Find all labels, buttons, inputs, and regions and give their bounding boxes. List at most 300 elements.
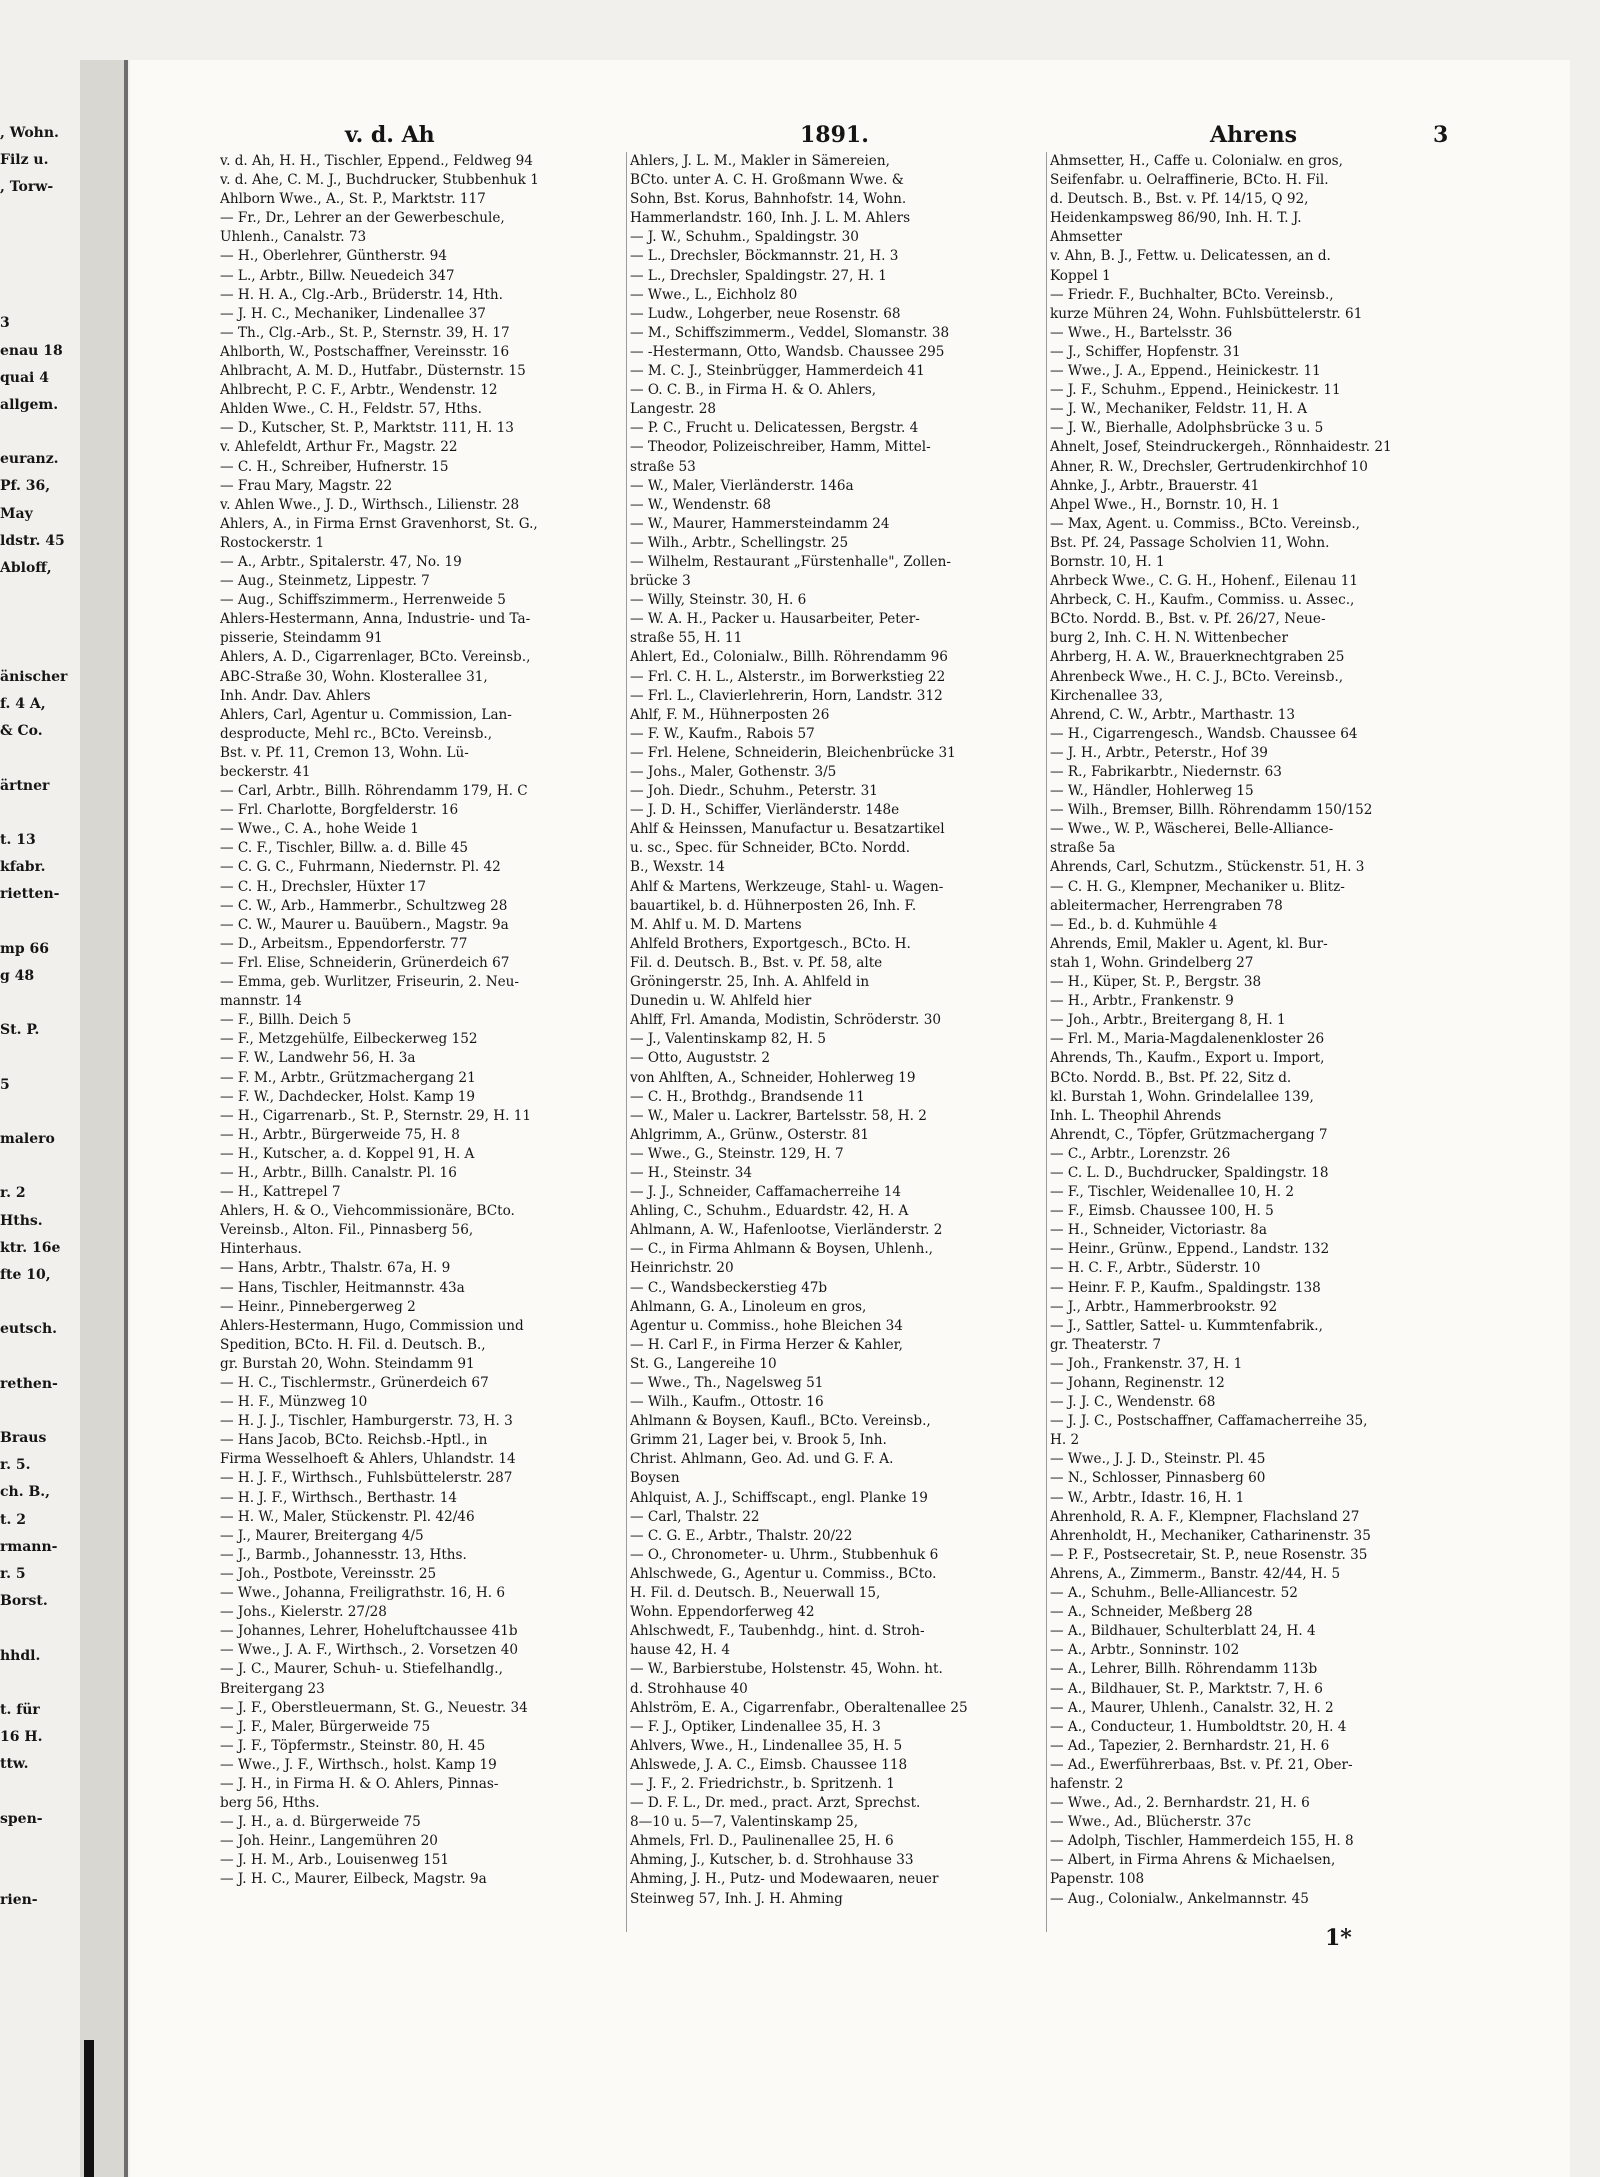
entry-line: — F., Billh. Deich 5	[220, 1012, 352, 1029]
entry-line: Christ. Ahlmann, Geo. Ad. und G. F. A.	[630, 1451, 894, 1468]
entry-line: — J. H., Arbtr., Peterstr., Hof 39	[1050, 744, 1268, 761]
fragment-line: , Wohn.	[0, 125, 59, 141]
fragment-line: quai 4	[0, 369, 49, 386]
entry-line: Ahrenhold, R. A. F., Klempner, Flachsland 27	[1050, 1508, 1360, 1525]
entry-line: Papenstr. 108	[1050, 1871, 1145, 1888]
entry-line: — Wwe., J. A. F., Wirthsch., 2. Vorsetzen 40	[220, 1642, 519, 1659]
entry-line: — J., Sattler, Sattel- u. Kummtenfabrik.,	[1050, 1317, 1323, 1334]
entry-line: kl. Burstah 1, Wohn. Grindelallee 139,	[1050, 1088, 1314, 1105]
entry-line: Ahmsetter, H., Caffe u. Colonialw. en gros,	[1050, 153, 1343, 169]
fragment-line: t. 2	[0, 1511, 26, 1528]
entry-line: — N., Schlosser, Pinnasberg 60	[1050, 1470, 1266, 1487]
entry-line: — Theodor, Polizeischreiber, Hamm, Mittel-	[630, 439, 931, 456]
fragment-line	[0, 1153, 80, 1180]
entry-line: — Joh. Diedr., Schuhm., Peterstr. 31	[630, 783, 878, 800]
entry-line: Ahnelt, Josef, Steindruckergeh., Rönnhaidestr. 21	[1050, 439, 1392, 456]
column-rule-2	[1046, 152, 1047, 1932]
entry-line: Ahlfeld Brothers, Exportgesch., BCto. H.	[630, 935, 911, 952]
entry-line: Ahming, J., Kutscher, b. d. Strohhause 33	[630, 1852, 914, 1869]
entry-line: — D., Kutscher, St. P., Marktstr. 111, H. 13	[220, 420, 514, 437]
fragment-line: rethen-	[0, 1375, 58, 1392]
entry-line: — L., Drechsler, Spaldingstr. 27, H. 1	[630, 267, 887, 284]
binding-bar	[84, 2040, 94, 2177]
entry-line: — H., Steinstr. 34	[630, 1164, 753, 1181]
entry-line: — J. W., Schuhm., Spaldingstr. 30	[630, 229, 859, 246]
entry-line: — H. F., Münzweg 10	[220, 1394, 368, 1411]
entry-line: — A., Bildhauer, Schulterblatt 24, H. 4	[1050, 1623, 1316, 1640]
entry-line: — H. Carl F., in Firma Herzer & Kahler,	[630, 1336, 903, 1353]
entry-line: — Emma, geb. Wurlitzer, Friseurin, 2. Neu-	[220, 974, 520, 991]
entry-line: — Wwe., J. J. D., Steinstr. Pl. 45	[1050, 1451, 1266, 1468]
entry-line: — Aug., Colonialw., Ankelmannstr. 45	[1050, 1890, 1309, 1907]
entry-line: Seifenfabr. u. Oelraffinerie, BCto. H. Fil.	[1050, 172, 1329, 189]
entry-line: — J. F., Töpfermstr., Steinstr. 80, H. 45	[220, 1737, 486, 1754]
entry-line: — Wwe., J. A., Eppend., Heinickestr. 11	[1050, 363, 1321, 380]
entry-line: — Wwe., G., Steinstr. 129, H. 7	[630, 1145, 844, 1162]
entry-line: — O. C. B., in Firma H. & O. Ahlers,	[630, 382, 877, 399]
entry-line: — Joh., Frankenstr. 37, H. 1	[1050, 1355, 1243, 1372]
fragment-line: eutsch.	[0, 1321, 58, 1338]
entry-line: St. G., Langereihe 10	[630, 1355, 777, 1372]
entry-line: Ahnke, J., Arbtr., Brauerstr. 41	[1050, 477, 1260, 494]
entry-line: — Heinr., Grünw., Eppend., Landstr. 132	[1050, 1241, 1330, 1258]
entry-line: — F. M., Arbtr., Grützmachergang 21	[220, 1069, 476, 1086]
entry-line: — Wwe., L., Eichholz 80	[630, 286, 798, 303]
entry-line: — Heinr., Pinnebergerweg 2	[220, 1298, 416, 1315]
entry-line: Ahlers, Carl, Agentur u. Commission, Lan-	[220, 706, 512, 723]
entry-line: — Frl. Charlotte, Borgfelderstr. 16	[220, 802, 459, 819]
entry-line: — H. H. A., Clg.-Arb., Brüderstr. 14, Hth.	[220, 286, 503, 303]
entry-line: — P. F., Postsecretair, St. P., neue Rosenstr. 35	[1050, 1546, 1368, 1563]
entry-line: — Johann, Reginenstr. 12	[1050, 1375, 1225, 1391]
entry-line: Koppel 1	[1050, 267, 1111, 284]
entry-line: — Joh., Postbote, Vereinsstr. 25	[220, 1565, 437, 1582]
entry-line: — H., Küper, St. P., Bergstr. 38	[1050, 974, 1262, 991]
entry-line: — Carl, Thalstr. 22	[630, 1508, 760, 1525]
fragment-line	[0, 256, 80, 283]
entry-line: — Frl. Elise, Schneiderin, Grünerdeich 67	[220, 954, 510, 971]
entry-line: Gröningerstr. 25, Inh. A. Ahlfeld in	[630, 974, 870, 991]
fragment-line: euranz.	[0, 451, 59, 468]
entry-line: Ahrberg, H. A. W., Brauerknechtgraben 25	[1050, 649, 1345, 666]
entry-line: — W., Maler, Vierländerstr. 146a	[630, 477, 854, 494]
entry-line: Ahrenbeck Wwe., H. C. J., BCto. Vereinsb.,	[1050, 668, 1344, 685]
entry-line: Ahlborn Wwe., A., St. P., Marktstr. 117	[220, 191, 486, 208]
entry-line: Ahlschwedt, F., Taubenhdg., hint. d. Stroh-	[630, 1623, 925, 1640]
entry-line: von Ahlften, A., Schneider, Hohlerweg 19	[630, 1069, 916, 1086]
entry-line: Agentur u. Commiss., hohe Bleichen 34	[630, 1317, 903, 1334]
entry-line: Bst. v. Pf. 11, Cremon 13, Wohn. Lü-	[220, 744, 469, 761]
entry-line: — D., Arbeitsm., Eppendorferstr. 77	[220, 935, 468, 952]
entry-line: Ahmsetter	[1050, 229, 1122, 246]
entry-line: — Hans Jacob, BCto. Reichsb.-Hptl., in	[220, 1432, 488, 1449]
entry-line: — J. F., Oberstleuermann, St. G., Neuestr. 34	[220, 1699, 528, 1716]
entry-line: — L., Drechsler, Böckmannstr. 21, H. 3	[630, 248, 899, 265]
entry-line: — H., Schneider, Victoriastr. 8a	[1050, 1222, 1267, 1239]
entry-line: — Ad., Tapezier, 2. Bernhardstr. 21, H. 6	[1050, 1737, 1330, 1754]
entry-line: — Ludw., Lohgerber, neue Rosenstr. 68	[630, 305, 901, 322]
entry-line: BCto. Nordd. B., Bst. v. Pf. 26/27, Neue-	[1050, 611, 1326, 628]
entry-line: ABC-Straße 30, Wohn. Klosterallee 31,	[220, 668, 488, 685]
entry-line: berg 56, Hths.	[220, 1795, 320, 1812]
entry-line: Firma Wesselhoeft & Ahlers, Uhlandstr. 14	[220, 1451, 516, 1468]
entry-line: — Frl. C. H. L., Alsterstr., im Borwerkstieg 22	[630, 668, 946, 685]
entry-line: Ahlers, J. L. M., Makler in Sämereien,	[630, 153, 890, 169]
entry-line: — H., Arbtr., Bürgerweide 75, H. 8	[220, 1126, 460, 1143]
entry-line: Rostockerstr. 1	[220, 534, 325, 551]
fragment-line	[0, 419, 80, 446]
entry-line: Ahlf & Martens, Werkzeuge, Stahl- u. Wagen-	[630, 878, 944, 895]
fragment-line: g 48	[0, 967, 35, 984]
entry-line: — A., Schneider, Meßberg 28	[1050, 1604, 1253, 1621]
entry-line: beckerstr. 41	[220, 764, 311, 780]
entry-line: Hammerlandstr. 160, Inh. J. L. M. Ahlers	[630, 210, 911, 227]
binding-gutter	[80, 60, 128, 2177]
entry-line: gr. Theaterstr. 7	[1050, 1336, 1162, 1353]
entry-line: Ahlvers, Wwe., H., Lindenallee 35, H. 5	[630, 1737, 903, 1754]
entry-line: Langestr. 28	[630, 401, 717, 418]
entry-line: — W., Händler, Hohlerweg 15	[1050, 783, 1254, 800]
entry-line: — J. W., Mechaniker, Feldstr. 11, H. A	[1050, 401, 1308, 418]
fragment-line: r. 5.	[0, 1457, 31, 1474]
entry-line: Ahlborth, W., Postschaffner, Vereinsstr. 16	[220, 343, 510, 360]
entry-line: BCto. unter A. C. H. Großmann Wwe. &	[630, 172, 904, 189]
entry-line: — Wwe., Ad., Blücherstr. 37c	[1050, 1814, 1252, 1831]
entry-line: straße 5a	[1050, 840, 1116, 857]
entry-line: — Fr., Dr., Lehrer an der Gewerbeschule,	[220, 210, 505, 227]
entry-line: — F. W., Dachdecker, Holst. Kamp 19	[220, 1088, 476, 1105]
entry-line: — Max, Agent. u. Commiss., BCto. Vereinsb.,	[1050, 515, 1360, 532]
fragment-line: May	[0, 505, 33, 522]
entry-line: — J. D. H., Schiffer, Vierländerstr. 148e	[630, 802, 900, 819]
entry-line: — Frl. M., Maria-Magdalenenkloster 26	[1050, 1031, 1325, 1048]
entry-line: — Joh., Arbtr., Breitergang 8, H. 1	[1050, 1012, 1286, 1029]
fragment-line	[0, 283, 80, 310]
fragment-line: 5	[0, 1076, 10, 1093]
fragment-line: St. P.	[0, 1022, 40, 1039]
entry-line: — Wilh., Kaufm., Ottostr. 16	[630, 1394, 824, 1411]
fragment-line: malero	[0, 1130, 55, 1147]
fragment-line	[0, 1833, 80, 1860]
entry-line: Dunedin u. W. Ahlfeld hier	[630, 993, 812, 1010]
entry-line: Ahrenholdt, H., Mechaniker, Catharinenstr. 35	[1050, 1527, 1371, 1544]
fragment-line: rien-	[0, 1892, 38, 1909]
entry-line: — Willy, Steinstr. 30, H. 6	[630, 592, 807, 609]
entry-line: v. Ahn, B. J., Fettw. u. Delicatessen, an d.	[1050, 248, 1331, 265]
entry-line: burg 2, Inh. C. H. N. Wittenbecher	[1050, 630, 1288, 647]
entry-line: M. Ahlf u. M. D. Martens	[630, 916, 802, 933]
entry-line: — Frl. Helene, Schneiderin, Bleichenbrücke 31	[630, 744, 956, 761]
entry-line: Ahlert, Ed., Colonialw., Billh. Röhrendamm 96	[630, 649, 948, 666]
entry-line: Ahlswede, J. A. C., Eimsb. Chaussee 118	[630, 1756, 908, 1773]
previous-page-fragment	[0, 120, 80, 1914]
entry-line: Ahlbracht, A. M. D., Hutfabr., Düsternstr. 15	[220, 363, 526, 380]
entry-line: H. Fil. d. Deutsch. B., Neuerwall 15,	[630, 1585, 881, 1602]
entry-line: — Johs., Kielerstr. 27/28	[220, 1604, 387, 1621]
fragment-line: & Co.	[0, 723, 43, 740]
entry-line: — C. H., Drechsler, Hüxter 17	[220, 878, 427, 895]
entry-line: — F., Eimsb. Chaussee 100, H. 5	[1050, 1203, 1274, 1220]
entry-line: — Th., Clg.-Arb., St. P., Sternstr. 39, H. 17	[220, 324, 510, 341]
fragment-line	[0, 908, 80, 935]
fragment-line	[0, 800, 80, 827]
entry-line: — Wwe., C. A., hohe Weide 1	[220, 821, 419, 838]
entry-line: — P. C., Frucht u. Delicatessen, Bergstr. 4	[630, 420, 919, 437]
entry-line: — C. F., Tischler, Billw. a. d. Bille 45	[220, 840, 469, 857]
fragment-line: 3	[0, 315, 10, 332]
fragment-line	[0, 745, 80, 772]
fragment-line	[0, 1860, 80, 1887]
entry-line: Fil. d. Deutsch. B., Bst. v. Pf. 58, alte	[630, 954, 883, 971]
entry-line: Heidenkampsweg 86/90, Inh. H. T. J.	[1050, 210, 1302, 227]
page-number: 3	[1433, 122, 1449, 148]
entry-line: — H., Kattrepel 7	[220, 1184, 341, 1201]
entry-line: — Frau Mary, Magstr. 22	[220, 477, 393, 494]
entry-line: — Wwe., Ad., 2. Bernhardstr. 21, H. 6	[1050, 1795, 1310, 1812]
entry-line: Wohn. Eppendorferweg 42	[630, 1604, 815, 1621]
entry-line: — F., Metzgehülfe, Eilbeckerweg 152	[220, 1031, 478, 1048]
entry-line: — R., Fabrikarbtr., Niedernstr. 63	[1050, 764, 1282, 780]
entry-line: straße 53	[630, 458, 696, 475]
entry-line: — Adolph, Tischler, Hammerdeich 155, H. 8	[1050, 1833, 1354, 1850]
entry-line: — C. W., Arb., Hammerbr., Schultzweg 28	[220, 897, 508, 914]
entry-line: — J. F., 2. Friedrichstr., b. Spritzenh. 1	[630, 1775, 895, 1792]
entry-line: BCto. Nordd. B., Bst. Pf. 22, Sitz d.	[1050, 1069, 1292, 1086]
fragment-line: rietten-	[0, 886, 60, 903]
fragment-line	[0, 1343, 80, 1370]
entry-line: — Wwe., Johanna, Freiligrathstr. 16, H. 6	[220, 1585, 505, 1602]
entry-line: Sohn, Bst. Korus, Bahnhofstr. 14, Wohn.	[630, 191, 907, 208]
entry-line: — A., Lehrer, Billh. Röhrendamm 113b	[1050, 1661, 1318, 1678]
fragment-line	[0, 609, 80, 636]
entry-line: — Johs., Maler, Gothenstr. 3/5	[630, 764, 837, 780]
entry-line: v. d. Ahe, C. M. J., Buchdrucker, Stubbenhuk 1	[220, 172, 539, 189]
fragment-line: 16 H.	[0, 1729, 43, 1746]
entry-line: Ahlf & Heinssen, Manufactur u. Besatzartikel	[630, 821, 945, 838]
fragment-line: f. 4 A,	[0, 695, 46, 712]
fragment-line: ktr. 16e	[0, 1239, 61, 1256]
entry-line: Ahrbeck, C. H., Kaufm., Commiss. u. Assec.,	[1050, 592, 1355, 609]
entry-line: Bornstr. 10, H. 1	[1050, 553, 1165, 570]
fragment-line: kfabr.	[0, 859, 46, 876]
entry-line: — J., Arbtr., Hammerbrookstr. 92	[1050, 1298, 1278, 1315]
entry-line: Ahlers, A., in Firma Ernst Gravenhorst, St. G.,	[220, 515, 538, 532]
entry-line: Inh. Andr. Dav. Ahlers	[220, 687, 371, 704]
fragment-line: änischer	[0, 668, 68, 685]
entry-line: Ahlers-Hestermann, Anna, Industrie- und Ta-	[220, 611, 531, 628]
entry-line: — W. A. H., Packer u. Hausarbeiter, Peter-	[630, 611, 920, 628]
entry-line: — J. F., Schuhm., Eppend., Heinickestr. 11	[1050, 382, 1341, 399]
entry-line: — W., Maurer, Hammersteindamm 24	[630, 515, 890, 532]
entry-line: Ahming, J. H., Putz- und Modewaaren, neuer	[630, 1871, 939, 1888]
entry-line: Ahlff, Frl. Amanda, Modistin, Schröderstr. 30	[630, 1012, 941, 1029]
entry-line: — Wilh., Arbtr., Schellingstr. 25	[630, 534, 849, 551]
entry-line: v. Ahlen Wwe., J. D., Wirthsch., Lilienstr. 28	[220, 496, 520, 513]
fragment-line: t. 13	[0, 831, 36, 848]
entry-line: — C. H. G., Klempner, Mechaniker u. Blitz-	[1050, 878, 1345, 895]
fragment-line: ttw.	[0, 1756, 29, 1773]
entry-line: — H., Cigarrenarb., St. P., Sternstr. 29, H. 11	[220, 1107, 532, 1124]
entry-line: Ahlers-Hestermann, Hugo, Commission und	[220, 1317, 524, 1334]
entry-line: — H. J. F., Wirthsch., Fuhlsbüttelerstr. 287	[220, 1470, 513, 1487]
column-3	[1050, 152, 1450, 1909]
entry-line: — A., Conducteur, 1. Humboldtstr. 20, H. 4	[1050, 1718, 1347, 1735]
running-head-right: Ahrens	[1210, 122, 1298, 148]
fragment-line: Borst.	[0, 1593, 48, 1610]
entry-line: — Aug., Schiffszimmerm., Herrenweide 5	[220, 592, 506, 609]
entry-line: mannstr. 14	[220, 993, 302, 1010]
entry-line: bauartikel, b. d. Hühnerposten 26, Inh. F.	[630, 897, 917, 914]
entry-line: — Wwe., J. F., Wirthsch., holst. Kamp 19	[220, 1756, 497, 1773]
entry-line: — J. J., Schneider, Caffamacherreihe 14	[630, 1184, 902, 1201]
entry-line: — Hans, Tischler, Heitmannstr. 43a	[220, 1279, 465, 1296]
fragment-line: Abloff,	[0, 560, 52, 576]
entry-line: Heinrichstr. 20	[630, 1260, 734, 1277]
entry-line: — C., in Firma Ahlmann & Boysen, Uhlenh.,	[630, 1241, 934, 1258]
fragment-line	[0, 202, 80, 229]
entry-line: — -Hestermann, Otto, Wandsb. Chaussee 295	[630, 343, 945, 360]
entry-line: v. d. Ah, H. H., Tischler, Eppend., Feldweg 94	[220, 153, 533, 169]
column-rule-1	[626, 152, 627, 1932]
fragment-line: hhdl.	[0, 1647, 41, 1664]
fragment-line	[0, 1670, 80, 1697]
entry-line: — M., Schiffszimmerm., Veddel, Slomanstr. 38	[630, 324, 950, 341]
entry-line: — H. J. F., Wirthsch., Berthastr. 14	[220, 1489, 458, 1506]
entry-line: H. 2	[1050, 1432, 1080, 1449]
entry-line: — D. F. L., Dr. med., pract. Arzt, Sprechst.	[630, 1795, 921, 1812]
entry-line: — F. J., Optiker, Lindenallee 35, H. 3	[630, 1718, 881, 1735]
entry-line: Ahlström, E. A., Cigarrenfabr., Oberaltenallee 25	[630, 1699, 968, 1716]
entry-line: Ahrends, Th., Kaufm., Export u. Import,	[1050, 1050, 1325, 1067]
entry-line: — W., Wendenstr. 68	[630, 496, 772, 513]
entry-line: — J. H. C., Mechaniker, Lindenallee 37	[220, 305, 486, 322]
fragment-line: , Torw-	[0, 179, 54, 196]
fragment-line	[0, 1778, 80, 1805]
entry-line: Ahmels, Frl. D., Paulinenallee 25, H. 6	[630, 1833, 894, 1850]
running-head-left: v. d. Ah	[345, 122, 435, 148]
entry-line: — J. H. M., Arb., Louisenweg 151	[220, 1852, 450, 1869]
entry-line: — C. L. D., Buchdrucker, Spaldingstr. 18	[1050, 1164, 1329, 1181]
fragment-line: enau 18	[0, 342, 63, 359]
fragment-line: t. für	[0, 1701, 40, 1718]
entry-line: Steinweg 57, Inh. J. H. Ahming	[630, 1890, 843, 1907]
entry-line: Ahrbeck Wwe., C. G. H., Hohenf., Eilenau 11	[1050, 573, 1358, 590]
entry-line: B., Wexstr. 14	[630, 859, 725, 876]
fragment-line: ärtner	[0, 777, 50, 794]
entry-line: — Aug., Steinmetz, Lippestr. 7	[220, 573, 430, 590]
fragment-line	[0, 582, 80, 609]
entry-line: — A., Arbtr., Spitalerstr. 47, No. 19	[220, 553, 462, 570]
entry-line: Ahlgrimm, A., Grünw., Osterstr. 81	[630, 1126, 870, 1143]
entry-line: — H. J. J., Tischler, Hamburgerstr. 73, H. 3	[220, 1413, 513, 1430]
entry-line: Ahner, R. W., Drechsler, Gertrudenkirchhof 10	[1050, 458, 1368, 475]
entry-line: — C., Wandsbeckerstieg 47b	[630, 1279, 828, 1296]
entry-line: — L., Arbtr., Billw. Neuedeich 347	[220, 267, 455, 284]
entry-line: — W., Maler u. Lackrer, Bartelsstr. 58, H. 2	[630, 1107, 927, 1124]
entry-line: — H. W., Maler, Stückenstr. Pl. 42/46	[220, 1508, 475, 1525]
entry-line: Ahrens, A., Zimmerm., Banstr. 42/44, H. 5	[1050, 1565, 1341, 1582]
entry-line: kurze Mühren 24, Wohn. Fuhlsbüttelerstr. 61	[1050, 305, 1363, 322]
entry-line: Kirchenallee 33,	[1050, 687, 1163, 704]
entry-line: Ahlf, F. M., Hühnerposten 26	[630, 706, 830, 723]
fragment-line	[0, 637, 80, 664]
entry-line: — J., Barmb., Johannesstr. 13, Hths.	[220, 1546, 467, 1563]
entry-line: Ahlmann, G. A., Linoleum en gros,	[630, 1298, 867, 1315]
entry-line: Uhlenh., Canalstr. 73	[220, 229, 367, 246]
entry-line: 8—10 u. 5—7, Valentinskamp 25,	[630, 1814, 859, 1831]
entry-line: — J. F., Maler, Bürgerweide 75	[220, 1718, 431, 1735]
entry-line: — Johannes, Lehrer, Hoheluftchaussee 41b	[220, 1623, 518, 1640]
fragment-line: ch. B.,	[0, 1484, 51, 1501]
entry-line: d. Strohhause 40	[630, 1680, 748, 1697]
fragment-line: allgem.	[0, 396, 59, 413]
entry-line: Ahlmann & Boysen, Kaufl., BCto. Vereinsb.,	[630, 1413, 931, 1430]
entry-line: d. Deutsch. B., Bst. v. Pf. 14/15, Q 92,	[1050, 191, 1309, 208]
entry-line: — J. H., in Firma H. & O. Ahlers, Pinnas-	[220, 1775, 499, 1792]
entry-line: Inh. L. Theophil Ahrends	[1050, 1107, 1222, 1124]
entry-line: hafenstr. 2	[1050, 1775, 1124, 1792]
fragment-line: r. 5	[0, 1565, 26, 1582]
entry-line: — J. W., Bierhalle, Adolphsbrücke 3 u. 5	[1050, 420, 1324, 437]
entry-line: — Carl, Arbtr., Billh. Röhrendamm 179, H. C	[220, 783, 528, 800]
gutter-line	[124, 60, 128, 2177]
fragment-line	[0, 1615, 80, 1642]
entry-line: u. sc., Spec. für Schneider, BCto. Nordd.	[630, 840, 911, 857]
entry-line: Ahlden Wwe., C. H., Feldstr. 57, Hths.	[220, 401, 482, 418]
entry-line: Ahlmann, A. W., Hafenlootse, Vierländerstr. 2	[630, 1222, 943, 1239]
entry-line: Hinterhaus.	[220, 1241, 302, 1258]
entry-line: — C. H., Schreiber, Hufnerstr. 15	[220, 458, 449, 475]
entry-line: — A., Bildhauer, St. P., Marktstr. 7, H. 6	[1050, 1680, 1323, 1697]
entry-line: — Albert, in Firma Ahrens & Michaelsen,	[1050, 1852, 1336, 1869]
entry-line: brücke 3	[630, 573, 691, 590]
entry-line: — H., Kutscher, a. d. Koppel 91, H. A	[220, 1145, 475, 1162]
entry-line: — Frl. L., Clavierlehrerin, Horn, Landstr. 312	[630, 687, 943, 704]
entry-line: — J. J. C., Wendenstr. 68	[1050, 1394, 1216, 1411]
entry-line: — Wilhelm, Restaurant „Fürstenhalle", Zollen-	[630, 553, 951, 570]
entry-line: Ahrends, Carl, Schutzm., Stückenstr. 51, H. 3	[1050, 859, 1365, 876]
entry-line: v. Ahlefeldt, Arthur Fr., Magstr. 22	[220, 439, 458, 456]
fragment-line	[0, 229, 80, 256]
entry-line: — J. J. C., Postschaffner, Caffamacherreihe 35,	[1050, 1413, 1368, 1430]
entry-line: Ahlbrecht, P. C. F., Arbtr., Wendenstr. 12	[220, 382, 498, 399]
fragment-line: r. 2	[0, 1185, 26, 1202]
entry-line: — Hans, Arbtr., Thalstr. 67a, H. 9	[220, 1260, 451, 1277]
fragment-line: ldstr. 45	[0, 532, 65, 549]
fragment-line: Pf. 36,	[0, 478, 51, 495]
entry-line: — H. C., Tischlermstr., Grünerdeich 67	[220, 1375, 489, 1391]
running-head-year: 1891.	[800, 122, 869, 148]
entry-line: pisserie, Steindamm 91	[220, 630, 383, 647]
entry-line: hause 42, H. 4	[630, 1642, 731, 1659]
fragment-line	[0, 1099, 80, 1126]
entry-line: — F., Tischler, Weidenallee 10, H. 2	[1050, 1184, 1295, 1201]
entry-line: — W., Arbtr., Idastr. 16, H. 1	[1050, 1489, 1245, 1506]
entry-line: — Joh. Heinr., Langemühren 20	[220, 1833, 438, 1850]
entry-line: — F. W., Landwehr 56, H. 3a	[220, 1050, 416, 1067]
fragment-line: spen-	[0, 1810, 43, 1827]
fragment-line: Hths.	[0, 1212, 43, 1229]
entry-line: — Ad., Ewerführerbaas, Bst. v. Pf. 21, Ober-	[1050, 1756, 1353, 1773]
entry-line: — J. H. C., Maurer, Eilbeck, Magstr. 9a	[220, 1871, 487, 1888]
entry-line: — J., Schiffer, Hopfenstr. 31	[1050, 343, 1241, 360]
entry-line: Breitergang 23	[220, 1680, 325, 1697]
entry-line: Ahrendt, C., Töpfer, Grützmachergang 7	[1050, 1126, 1328, 1143]
entry-line: — F. W., Kaufm., Rabois 57	[630, 725, 815, 742]
entry-line: — A., Arbtr., Sonninstr. 102	[1050, 1642, 1240, 1659]
entry-line: stah 1, Wohn. Grindelberg 27	[1050, 954, 1254, 971]
entry-line: — H. C. F., Arbtr., Süderstr. 10	[1050, 1260, 1261, 1277]
